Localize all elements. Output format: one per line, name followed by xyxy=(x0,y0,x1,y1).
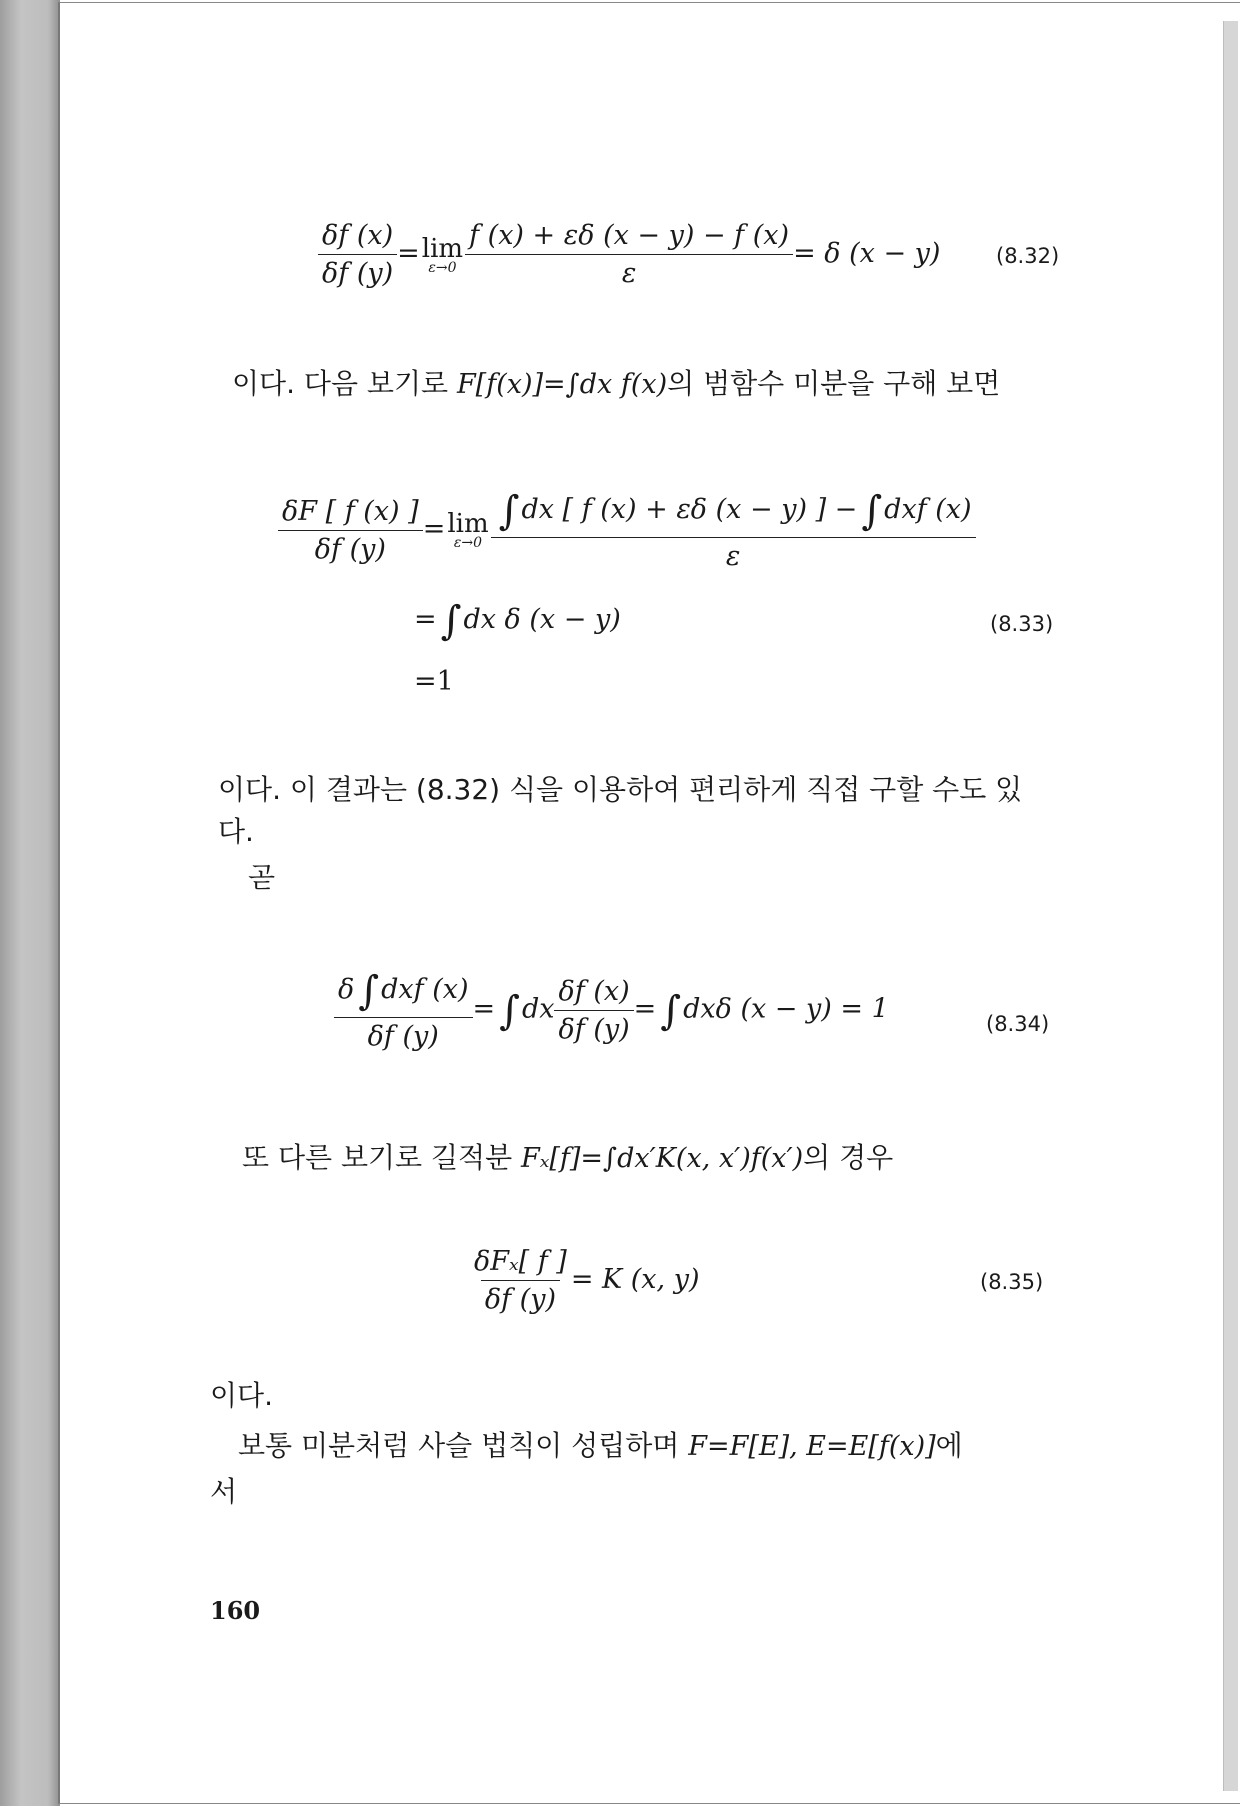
equation-number-8-35: (8.35) xyxy=(980,1270,1044,1294)
inline-math-path-integral: Fₓ[f]=∫dx′K(x, x′)f(x′) xyxy=(521,1143,804,1174)
page-number: 160 xyxy=(210,1596,261,1625)
equation-number-8-34: (8.34) xyxy=(986,1012,1050,1036)
paragraph-result-cont: 다. xyxy=(218,815,254,848)
paragraph-namely: 곧 xyxy=(248,861,276,894)
inline-math-chain: F=F[E], E=E[f(x)] xyxy=(688,1431,936,1462)
equation-8-33-line2: = ∫dx δ (x − y) xyxy=(414,598,621,644)
paragraph-chain-rule: 보통 미분처럼 사슬 법칙이 성립하며 F=F[E], E=E[f(x)]에 xyxy=(238,1429,963,1462)
equation-8-33-line3: =1 xyxy=(414,666,454,697)
equation-8-32: $\frac{\delta f (x)}{\delta f (y)}$ = lim ε→0 $\frac{f (x) + \varepsilon\delta (x - y) - f (x)}{\varepsilon}$ = δ (x − y) xyxy=(318,220,940,289)
equation-number-8-33: (8.33) xyxy=(990,612,1054,636)
paragraph-result: 이다. 이 결과는 (8.32) 식을 이용하여 편리하게 직접 구할 수도 있 xyxy=(218,773,1023,806)
inline-math-functional: F[f(x)]=∫dx f(x) xyxy=(456,369,668,400)
equation-8-34: $\frac{\text{δ ∫dxf (x)}}{\delta f (y)}$ = ∫dx $\frac{\delta f (x)}{\delta f (y)}$ = ∫dxδ (x − y) = 1 xyxy=(334,968,889,1052)
paragraph-path-integral: 또 다른 보기로 길적분 Fₓ[f]=∫dx′K(x, x′)f(x′)의 경우 xyxy=(242,1141,894,1174)
equation-8-33: $\frac{\delta F [ f (x) ]}{\delta f (y)}$ = lim ε→0 $\frac{\text{∫dx [ f (x) + εδ (x − y) ] − ∫dxf (x)}}{\varepsilon}$ xyxy=(278,488,976,572)
equation-number-8-32: (8.32) xyxy=(996,244,1060,268)
paragraph-conclusion: 이다. xyxy=(210,1379,273,1412)
paragraph-intro: 이다. 다음 보기로 F[f(x)]=∫dx f(x)의 범함수 미분을 구해 보면 xyxy=(232,367,1001,400)
page-edge xyxy=(1223,21,1238,1791)
book-spine xyxy=(0,0,60,1806)
paragraph-chain-rule-cont: 서 xyxy=(210,1475,238,1508)
equation-8-35: $\frac{\text{δFₓ[ f ]}}{\delta f (y)}$ = K (x, y) xyxy=(474,1246,700,1315)
